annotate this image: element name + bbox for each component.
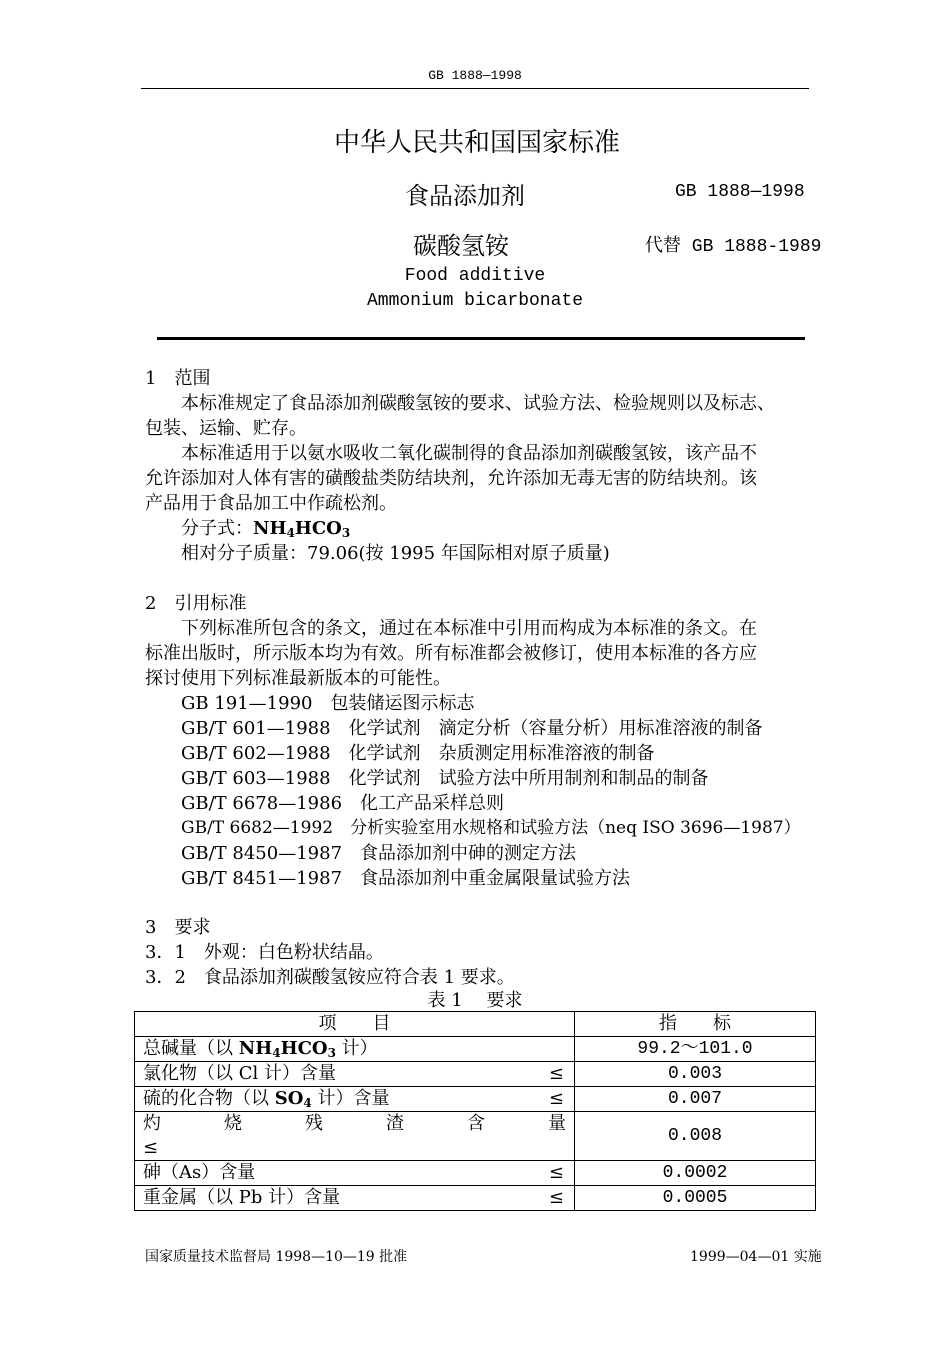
section-3-heading: 3 要求: [145, 917, 211, 938]
formula-part: HCO: [294, 518, 342, 539]
s1-paragraph-line: 本标准规定了食品添加剂碳酸氢铵的要求、试验方法、检验规则以及标志、: [181, 393, 775, 414]
reference-item: GB/T 601—1988 化学试剂 滴定分析（容量分析）用标准溶液的制备: [181, 718, 763, 739]
table-caption: 表 1 要求: [427, 990, 523, 1011]
header-rule: [141, 88, 809, 89]
s1-paragraph-line: 包装、运输、贮存。: [145, 418, 307, 439]
formula-label: 分子式：: [181, 518, 253, 539]
row-item: 氯化物（以 Cl 计）含量 ≤: [135, 1062, 575, 1087]
table-row: [135, 1062, 816, 1087]
molecular-formula: [181, 516, 350, 541]
spaced-item-text: 灼 烧 残 渣 含 量: [143, 1113, 566, 1134]
row-item: 硫的化合物（以 $SO_4$ 计）含量 ≤: [135, 1087, 575, 1112]
replaces-standard: 代替 GB 1888-1989: [645, 237, 822, 257]
standard-code: GB 1888—1998: [675, 182, 805, 202]
effective-date: 1999—04—01 实施: [690, 1249, 822, 1265]
formula-part: NH: [253, 518, 287, 539]
row-item: 重金属（以 Pb 计）含量 ≤: [135, 1186, 575, 1211]
title-rule: [157, 337, 805, 340]
column-header-item: 项 目: [135, 1012, 575, 1037]
title-english-1: Food additive: [404, 266, 546, 286]
molecular-mass: 相对分子质量：79.06(按 1995 年国际相对原子质量): [181, 543, 610, 564]
standard-national-title: 中华人民共和国国家标准: [334, 128, 621, 158]
reference-item: GB/T 603—1988 化学试剂 试验方法中所用制剂和制品的制备: [181, 768, 709, 789]
reference-item: GB/T 6682—1992 分析实验室用水规格和试验方法（neq ISO 3696—1987）: [181, 818, 801, 838]
reference-item: GB 191—1990 包装储运图示标志: [181, 693, 475, 714]
row-item: 总碱量（以 $NH_4HCO_3$ 计）: [135, 1037, 575, 1062]
row-value: 0.007: [575, 1087, 816, 1112]
table-row: [135, 1037, 816, 1062]
row-item: [135, 1112, 575, 1161]
row-value: 0.008: [575, 1112, 816, 1161]
requirement-3-2: 3．2 食品添加剂碳酸氢铵应符合表 1 要求。: [145, 967, 515, 988]
table-row: [135, 1186, 816, 1211]
s1-paragraph-line: 允许添加对人体有害的磺酸盐类防结块剂，允许添加无毒无害的防结块剂。该: [145, 468, 757, 489]
approval-note: 国家质量技术监督局 1998—10—19 批准: [145, 1249, 408, 1265]
s2-paragraph-line: 下列标准所包含的条文，通过在本标准中引用而构成为本标准的条文。在: [181, 618, 757, 639]
title-category: 食品添加剂: [405, 182, 525, 210]
table-row: [135, 1087, 816, 1112]
row-value: 99.2～101.0: [575, 1037, 816, 1062]
table-row: [135, 1161, 816, 1186]
row-value: 0.0002: [575, 1161, 816, 1186]
table-header-row: [135, 1012, 816, 1037]
s1-paragraph-line: 产品用于食品加工中作疏松剂。: [145, 493, 397, 514]
formula-subscript: 3: [341, 526, 351, 540]
table-row: [135, 1112, 816, 1161]
le-symbol: ≤: [548, 1162, 564, 1183]
section-2-heading: 2 引用标准: [145, 593, 247, 614]
s2-paragraph-line: 探讨使用下列标准最新版本的可能性。: [145, 668, 451, 689]
s2-paragraph-line: 标准出版时，所示版本均为有效。所有标准都会被修订，使用本标准的各方应: [145, 643, 757, 664]
le-symbol: ≤: [548, 1187, 564, 1208]
requirement-3-1: 3．1 外观：白色粉状结晶。: [145, 942, 384, 963]
reference-item: GB/T 6678—1986 化工产品采样总则: [181, 793, 505, 814]
column-header-value: 指 标: [575, 1012, 816, 1037]
reference-item: GB/T 602—1988 化学试剂 杂质测定用标准溶液的制备: [181, 743, 655, 764]
s1-paragraph-line: 本标准适用于以氨水吸收二氧化碳制得的食品添加剂碳酸氢铵，该产品不: [181, 443, 757, 464]
requirements-table: [134, 1011, 816, 1211]
reference-item: GB/T 8450—1987 食品添加剂中砷的测定方法: [181, 843, 577, 864]
row-value: 0.003: [575, 1062, 816, 1087]
running-header: GB 1888—1998: [428, 68, 522, 83]
row-value: 0.0005: [575, 1186, 816, 1211]
title-english-2: Ammonium bicarbonate: [366, 291, 584, 311]
le-symbol: ≤: [548, 1088, 564, 1109]
formula-subscript: 4: [286, 526, 295, 540]
section-1-heading: 1 范围: [145, 368, 211, 389]
reference-item: GB/T 8451—1987 食品添加剂中重金属限量试验方法: [181, 868, 631, 889]
title-product: 碳酸氢铵: [413, 232, 509, 260]
row-item: 砷（As）含量 ≤: [135, 1161, 575, 1186]
le-symbol: ≤: [143, 1137, 159, 1158]
le-symbol: ≤: [548, 1063, 564, 1084]
